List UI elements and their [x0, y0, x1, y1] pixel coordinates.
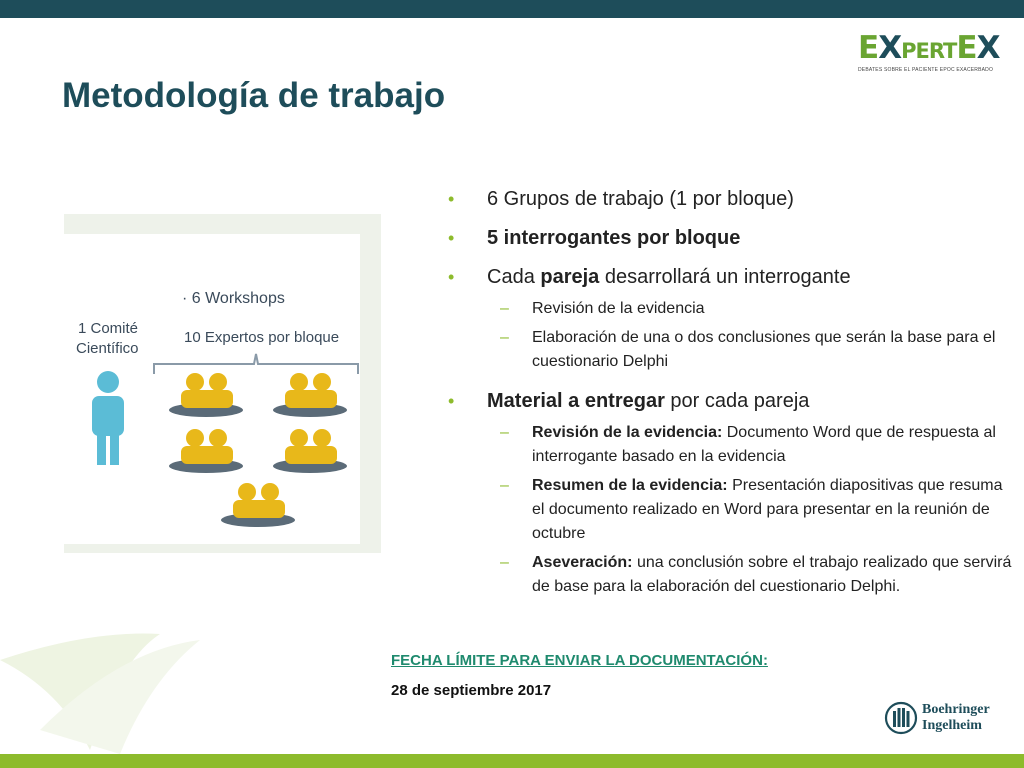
page-title: Metodología de trabajo: [62, 76, 446, 115]
bullet2-text: 5 interrogantes por bloque: [487, 227, 741, 249]
bullet-icon: •: [448, 189, 455, 209]
group-icon: [272, 372, 350, 418]
dash-icon: –: [500, 554, 509, 571]
company-name-line2: Ingelheim: [922, 718, 982, 733]
bullet4-post: por cada pareja: [664, 390, 810, 412]
sub-item-text: Elaboración de una o dos conclusiones que serán la base para el cuestionario Delphi: [532, 329, 996, 370]
sub-item-text: Revisión de la evidencia: [532, 300, 705, 317]
list-item: [444, 388, 1014, 414]
group-icon: [168, 428, 246, 474]
content-list: [444, 186, 1014, 607]
bullet1-text: 6 Grupos de trabajo (1 por bloque): [487, 188, 794, 210]
bullet4-bold: Material a entregar: [487, 390, 665, 412]
list-item: [444, 186, 1014, 212]
expertex-logo: [858, 30, 1008, 74]
sub-item-bold: Aseveración:: [532, 554, 633, 571]
sub-item-bold: Resumen de la evidencia:: [532, 477, 728, 494]
logo-tagline: DEBATES SOBRE EL PACIENTE EPOC EXACERBADO: [858, 67, 994, 73]
sub-list-item: [444, 326, 1014, 374]
dash-icon: –: [500, 300, 509, 317]
top-bar: [0, 0, 1024, 18]
list-item: [444, 225, 1014, 251]
sub-list-item: [444, 297, 1014, 321]
bullet-icon: •: [448, 391, 455, 411]
deadline-date: 28 de septiembre 2017: [391, 682, 552, 699]
deadline-label-text: FECHA LÍMITE PARA ENVIAR LA DOCUMENTACIÓN: [391, 652, 763, 669]
figure-committee-line1: 1 Comité: [78, 320, 139, 337]
logo-wordmark: EXPERTEX: [858, 30, 1000, 66]
bullet-icon: •: [448, 228, 455, 248]
dash-icon: –: [500, 424, 509, 441]
figure-workshops-label: · 6 Workshops: [182, 290, 285, 307]
dash-icon: –: [500, 477, 509, 494]
group-icon: [220, 482, 298, 528]
sub-list-item: [444, 474, 1014, 546]
deadline-label: [391, 652, 768, 669]
company-name-line1: Boehringer: [922, 702, 990, 717]
boehringer-icon: [884, 700, 918, 736]
sub-item-text: Presentación diapositivas que resuma el documento realizado en Word para presentar en la reunión de octubre: [532, 477, 1003, 542]
dash-icon: –: [500, 329, 509, 346]
sub-item-text: Documento Word que de respuesta al interrogante basado en la evidencia: [532, 424, 996, 465]
company-logo: [884, 700, 1004, 740]
sub-item-bold: Revisión de la evidencia:: [532, 424, 723, 441]
group-icon: [168, 372, 246, 418]
bullet3-pre: Cada: [487, 266, 541, 288]
workshop-figure: [64, 214, 381, 553]
bullet-icon: •: [448, 267, 455, 287]
list-item: [444, 264, 1014, 290]
bottom-bar: [0, 754, 1024, 768]
bullet3-post: desarrollará un interrogante: [599, 266, 851, 288]
group-icon: [272, 428, 350, 474]
decorative-swoosh: [0, 620, 230, 754]
sub-item-text: una conclusión sobre el trabajo realizado que servirá de base para la elaboración del cuestionario Delphi.: [532, 554, 1012, 595]
committee-person-icon: [88, 370, 128, 466]
company-name: [922, 702, 990, 734]
sub-list-item: [444, 551, 1014, 599]
figure-committee-line2: Científico: [76, 340, 139, 357]
sub-list-item: [444, 421, 1014, 469]
deadline-colon: :: [762, 652, 768, 669]
figure-experts-label: 10 Expertos por bloque: [184, 329, 340, 346]
bullet3-bold: pareja: [540, 266, 600, 288]
